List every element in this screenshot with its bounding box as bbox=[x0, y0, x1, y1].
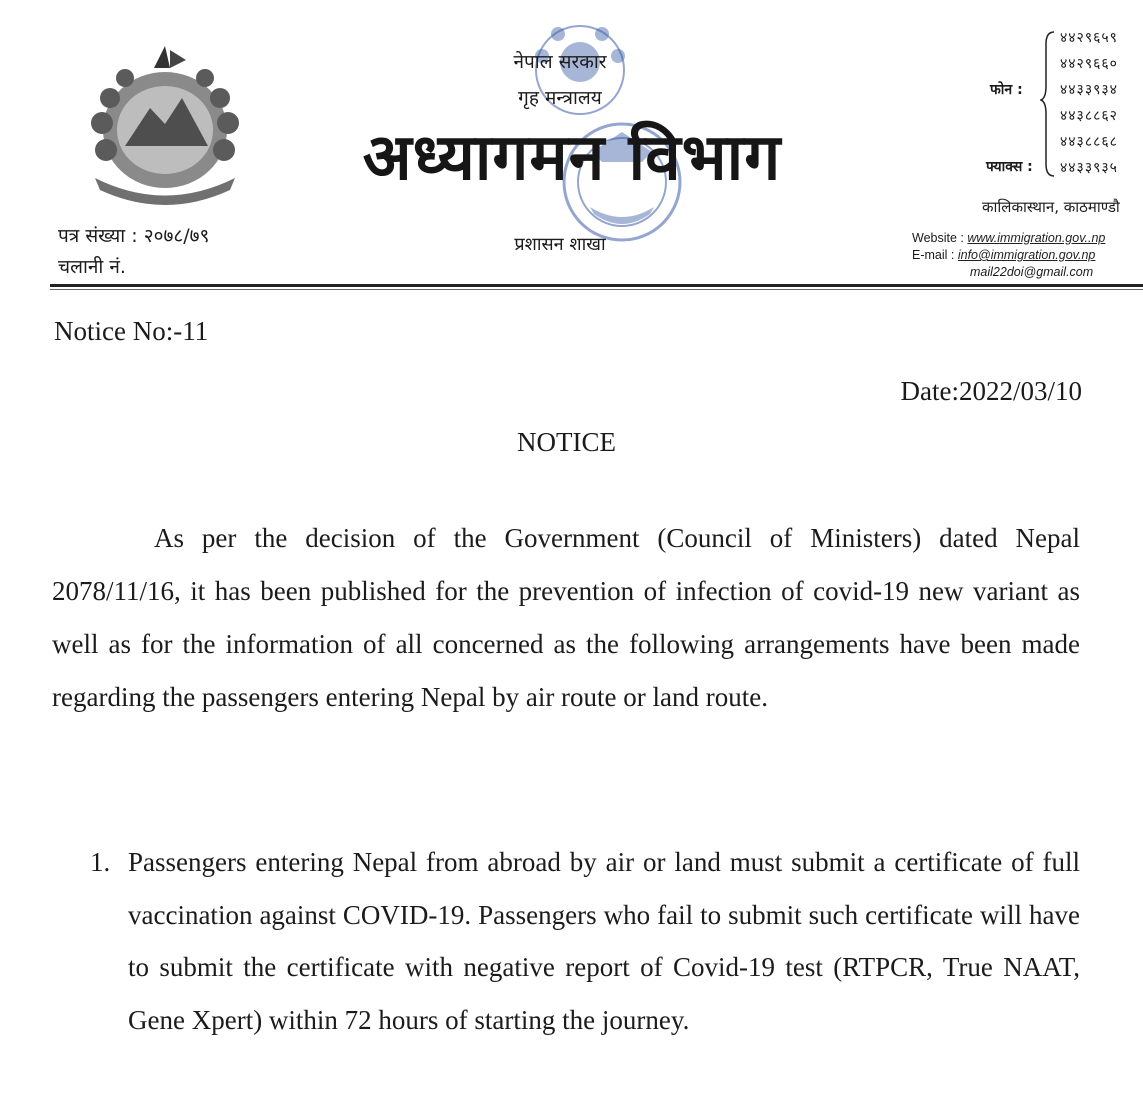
fax-label: फ्याक्स : bbox=[986, 159, 1033, 175]
office-address: कालिकास्थान, काठमाण्डौ bbox=[982, 198, 1120, 216]
header-divider bbox=[50, 284, 1143, 287]
email-label: E-mail : bbox=[912, 248, 955, 262]
email-link[interactable]: info@immigration.gov.np bbox=[957, 248, 1096, 262]
website-label: Website : bbox=[912, 231, 964, 245]
phone-number: ४४३३९३४ bbox=[1060, 82, 1118, 98]
notice-number: Notice No:-11 bbox=[54, 316, 209, 346]
website-link[interactable]: www.immigration.gov..np bbox=[967, 231, 1106, 245]
government-name: नेपाल सरकार bbox=[513, 51, 607, 73]
nepal-emblem-logo bbox=[70, 38, 260, 208]
dispatch-number: चलानी नं. bbox=[58, 256, 126, 278]
header-divider-thin bbox=[50, 289, 1143, 290]
list-item-number: 1. bbox=[90, 847, 111, 877]
phone-label: फोन : bbox=[990, 82, 1023, 98]
list-item bbox=[90, 836, 1080, 1046]
website-line bbox=[912, 231, 1105, 245]
email2-line bbox=[970, 265, 1093, 279]
notice-paragraph: As per the decision of the Government (Council of Ministers) dated Nepal 2078/11/16, it has been published for the prevention of infection of covid-19 new variant as well as for the information of all concerned as the following arrangements have been made regarding the passengers entering Nepal by air route or land route. bbox=[52, 523, 1080, 712]
notice-date: Date:2022/03/10 bbox=[900, 376, 1082, 406]
phone-number: ४४३८८६८ bbox=[1060, 134, 1118, 150]
department-title: अध्यागमन विभाग bbox=[362, 121, 782, 195]
phone-number: ४४२९६६० bbox=[1060, 56, 1118, 72]
email-line bbox=[912, 248, 1095, 262]
letter-number: पत्र संख्या : २०७८/७९ bbox=[58, 225, 210, 247]
phone-number: ४४२९६५९ bbox=[1060, 30, 1118, 46]
phone-number: ४४३८८६२ bbox=[1060, 108, 1118, 124]
list-item-text: Passengers entering Nepal from abroad by air or land must submit a certificate of full vaccination against COVID-19. Passengers who fail to submit such certificate will have to submit the certificate with negative report of Covid-19 test (RTPCR, True NAAT, Gene Xpert) within 72 hours of starting the journey. bbox=[128, 847, 1080, 1035]
ministry-name: गृह मन्त्रालय bbox=[518, 87, 602, 109]
brace-icon bbox=[1040, 30, 1056, 178]
section-name: प्रशासन शाखा bbox=[514, 234, 606, 255]
email2-link[interactable]: mail22doi@gmail.com bbox=[970, 265, 1094, 279]
fax-number: ४४३३९३५ bbox=[1060, 160, 1118, 176]
notice-heading: NOTICE bbox=[517, 427, 616, 457]
